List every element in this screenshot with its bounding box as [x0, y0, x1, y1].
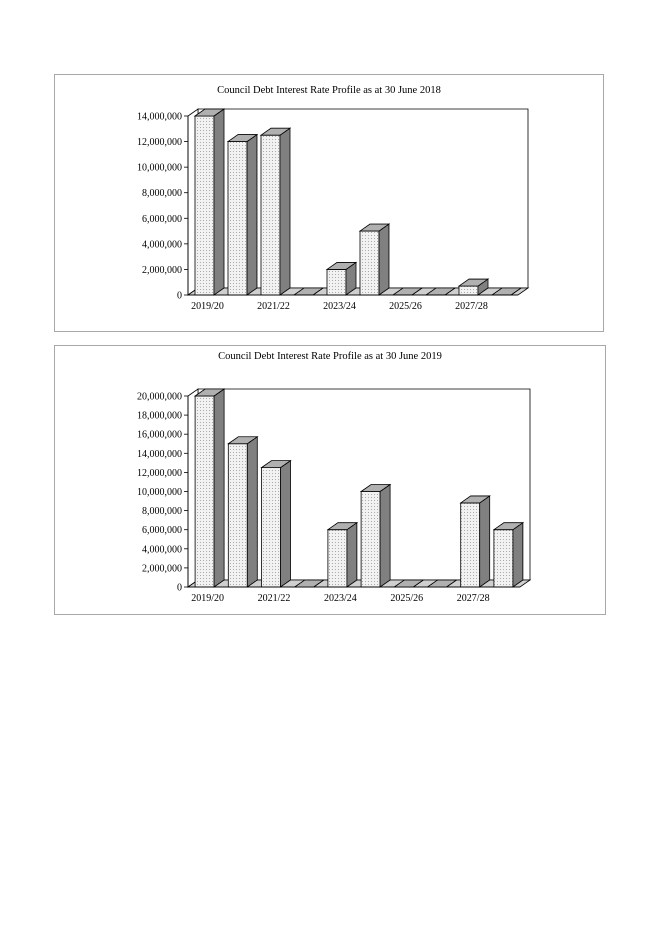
bar [195, 109, 224, 295]
x-tick-label: 2025/26 [390, 593, 424, 604]
y-tick-label: 18,000,000 [137, 410, 182, 422]
bar [195, 389, 224, 587]
y-tick-label: 2,000,000 [142, 264, 182, 276]
bar-front [361, 492, 380, 588]
bar-front [360, 231, 379, 295]
bar [262, 461, 291, 587]
bar-front [459, 286, 478, 295]
y-tick-label: 6,000,000 [142, 213, 182, 225]
y-tick-label: 2,000,000 [142, 563, 182, 575]
y-tick-label: 12,000,000 [137, 137, 182, 149]
chart-title-2018: Council Debt Interest Rate Profile as at 30 June 2018 [217, 85, 441, 96]
bar-front [461, 503, 480, 587]
bar-side [347, 523, 357, 587]
bar-front [228, 142, 247, 295]
y-tick-label: 14,000,000 [137, 111, 182, 123]
bar [328, 523, 357, 587]
x-tick-label: 2023/24 [323, 301, 356, 312]
bar-side [281, 461, 291, 587]
y-tick-label: 12,000,000 [137, 467, 182, 479]
y-tick-label: 10,000,000 [137, 162, 182, 174]
y-tick-label: 8,000,000 [142, 188, 182, 200]
bar [361, 485, 390, 588]
bar [360, 224, 389, 295]
bar-side [480, 496, 490, 587]
bar-side [214, 389, 224, 587]
x-tick-label: 2027/28 [456, 593, 490, 604]
bar-front [261, 135, 280, 295]
bar [228, 437, 257, 587]
bar [461, 496, 490, 587]
bar-side [280, 128, 290, 295]
y-tick-label: 16,000,000 [137, 429, 182, 441]
bar-front [262, 468, 281, 587]
bar-side [513, 523, 523, 587]
chart-panel-2018 [54, 74, 604, 332]
bar [228, 135, 257, 295]
bar-front [195, 396, 214, 587]
bar-front [228, 444, 247, 587]
bar-side [214, 109, 224, 295]
y-tick-label: 20,000,000 [137, 391, 182, 403]
y-tick-label: 14,000,000 [137, 448, 182, 460]
x-tick-label: 2019/20 [191, 593, 224, 604]
chart-title-2019: Council Debt Interest Rate Profile as at 30 June 2019 [218, 351, 442, 362]
y-tick-label: 4,000,000 [142, 239, 182, 251]
y-tick-label: 6,000,000 [142, 525, 182, 537]
y-tick-label: 0 [177, 290, 182, 302]
bar-front [195, 116, 214, 295]
bar-side [379, 224, 389, 295]
bar-front [327, 269, 346, 295]
bar-chart-2019 [55, 346, 607, 616]
bar [494, 523, 523, 587]
x-tick-label: 2025/26 [389, 301, 422, 312]
y-tick-label: 4,000,000 [142, 544, 182, 556]
x-tick-label: 2023/24 [324, 593, 357, 604]
x-tick-label: 2027/28 [455, 301, 488, 312]
chart-panel-2019 [54, 345, 606, 615]
x-tick-label: 2021/22 [257, 301, 290, 312]
y-tick-label: 10,000,000 [137, 487, 182, 498]
bar-front [494, 530, 513, 587]
bar [261, 128, 290, 295]
x-tick-label: 2021/22 [257, 593, 291, 604]
bar-side [380, 485, 390, 588]
y-tick-label: 0 [177, 582, 182, 594]
bar [327, 262, 356, 295]
bar-front [328, 530, 347, 587]
bar-chart-2018 [55, 75, 605, 333]
y-tick-label: 8,000,000 [142, 506, 182, 518]
bar-side [247, 437, 257, 587]
x-tick-label: 2019/20 [191, 301, 224, 312]
bar-side [247, 135, 257, 295]
